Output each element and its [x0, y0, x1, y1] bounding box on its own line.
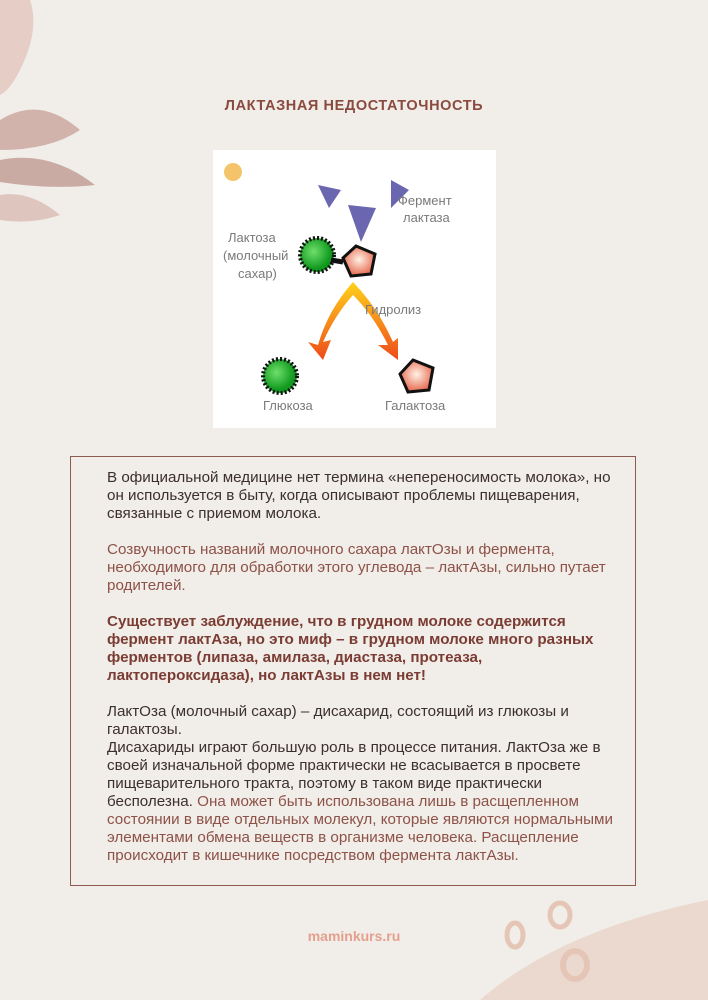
footer-site-link[interactable]: maminkurs.ru	[307, 928, 401, 944]
splitting-text: Она может быть использована лишь в расщепленном состоянии в виде отдельных молекул, которые являются нормальными элементами обмена веществ в организме человека. Расщепление происходит в кишечнике посредством фермента лактАзы.	[107, 793, 613, 864]
page-title: ЛАКТАЗНАЯ НЕДОСТАТОЧНОСТЬ	[224, 98, 484, 114]
disaccharides-text: Дисахариды играют большую роль в процессе питания. ЛактОза же в своей изначальной форме практически не всасывается в просвете пищеварительного тракта, поэтому в таком виде практически бесполезна.	[107, 739, 601, 810]
enzyme-label: Фермент	[398, 193, 452, 208]
lactose-label-2: (молочный	[223, 248, 289, 263]
galactose-icon	[400, 360, 433, 392]
lactase-enzyme-icons	[318, 180, 409, 242]
glucose-icon	[263, 359, 297, 393]
info-box	[70, 456, 636, 886]
glucose-label: Глюкоза	[263, 398, 313, 413]
lactose-label-3: сахар)	[238, 266, 277, 281]
hydrolysis-label: Гидролиз	[365, 302, 422, 317]
enzyme-label-2: лактаза	[403, 210, 450, 225]
lactose-galactose-icon	[343, 246, 375, 276]
logo-icon	[224, 163, 242, 181]
paragraph-intro: В официальной медицине нет термина «непереносимость молока», но он используется в быту, когда описывают проблемы пищеварения, связанные с приемом молока.	[107, 469, 611, 522]
paragraph-naming: Созвучность названий молочного сахара лактОзы и фермента, необходимого для обработки этого углевода – лактАзы, сильно путает родителей.	[107, 541, 606, 594]
paragraph-disaccharides	[107, 739, 617, 865]
brush-decoration-top-left	[0, 0, 120, 260]
lactose-label: Лактоза	[228, 230, 276, 245]
hydrolysis-arrows-icon	[308, 282, 398, 360]
paragraph-lactose-definition: ЛактОза (молочный сахар) – дисахарид, состоящий из глюкозы и галактозы.	[107, 703, 569, 738]
lactose-glucose-icon	[300, 238, 334, 272]
lactose-hydrolysis-diagram	[213, 150, 496, 428]
galactose-label: Галактоза	[385, 398, 446, 413]
paragraph-myth: Существует заблуждение, что в грудном молоке содержится фермент лактАза, но это миф – в грудном молоке много разных ферментов (липаза, амилаза, диастаза, протеаза, лактопероксидаза), но лактАзы в нем нет!	[107, 613, 594, 684]
